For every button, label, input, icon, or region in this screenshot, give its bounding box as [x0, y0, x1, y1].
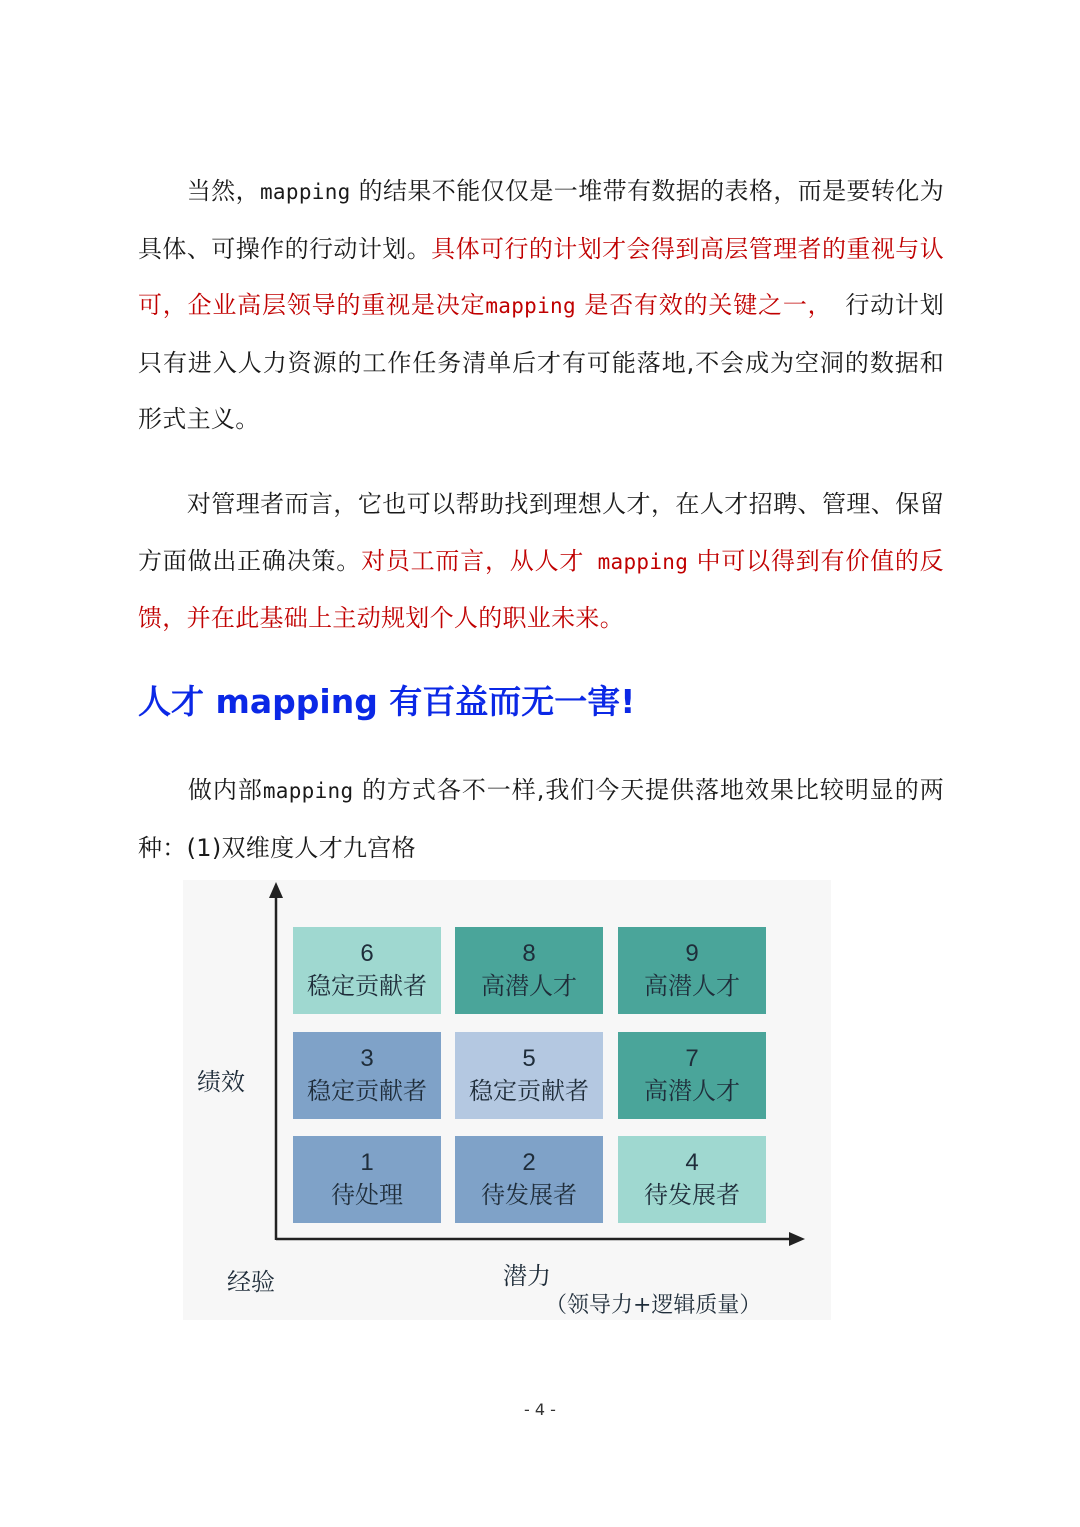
grid-cell-number: 8 — [522, 939, 536, 967]
p3-text-a: 做内部 — [138, 776, 263, 804]
paragraph-mapping-results — [138, 163, 944, 448]
grid-cell-6 — [293, 927, 441, 1014]
p2-red-text-2: 中可以得到有价值的反馈，并在此基础上主动规划个人的职业未来。 — [138, 546, 944, 632]
nine-grid-figure — [183, 880, 831, 1320]
corner-label: 经验 — [227, 1268, 275, 1296]
p1-mapping-term: mapping — [259, 180, 351, 204]
x-axis-sublabel: （领导力+逻辑质量） — [545, 1293, 762, 1318]
grid-cell-number: 2 — [522, 1148, 536, 1176]
p1-red-text-1: 具体可行的计划才会得到高层管理者的重视与认可，企业高层领导的重视是决定 — [138, 234, 944, 319]
grid-cell-1 — [293, 1136, 441, 1223]
x-axis-label: 潜力 — [503, 1262, 551, 1290]
grid-cell-label: 稳定贡献者 — [469, 1076, 589, 1105]
grid-cell-label: 高潜人才 — [644, 971, 740, 1000]
p1-text-d: 行动计划只有进入人力资源的工作任务清单后才有可能落地,不会成为空洞的数据和形式主义。 — [138, 291, 945, 433]
p1-text-a: 当然， — [138, 177, 260, 205]
grid-cell-number: 6 — [360, 939, 374, 967]
p3-text-c: 的方式各不一样,我们今天提供落地效果比较明显的两种：(1)双维度人才九宫格 — [138, 776, 945, 862]
grid-cell-number: 7 — [685, 1044, 699, 1072]
y-axis-arrowhead — [269, 882, 283, 898]
p1-text-c: 的结果不能仅仅是一堆带有数据的表格，而是要转化为具体、可操作的行动计划。 — [138, 177, 944, 263]
p1-red-mapping-term: mapping — [485, 294, 576, 318]
page-number: - 4 - — [524, 1400, 556, 1419]
grid-cell-label: 待发展者 — [481, 1180, 577, 1209]
grid-cell-label: 稳定贡献者 — [307, 1076, 427, 1105]
grid-cell-2 — [455, 1136, 603, 1223]
p1-red-text-2: 是否有效的关键之一， — [575, 291, 821, 319]
grid-cell-7 — [618, 1032, 766, 1119]
grid-cell-label: 待发展者 — [644, 1180, 740, 1209]
p3-mapping-term: mapping — [262, 779, 354, 803]
grid-cell-number: 4 — [685, 1148, 699, 1176]
grid-cell-9 — [618, 927, 766, 1014]
section-heading: 人才 mapping 有百益而无一害! — [138, 682, 636, 721]
grid-cell-number: 5 — [522, 1044, 536, 1072]
grid-cell-number: 1 — [360, 1148, 374, 1176]
grid-cell-label: 高潜人才 — [644, 1076, 740, 1105]
paragraph-methods — [138, 762, 944, 876]
y-axis-label: 绩效 — [197, 1068, 245, 1096]
p2-red-text-1: 对员工而言，从人才 — [361, 546, 585, 575]
x-axis-arrowhead — [789, 1232, 805, 1246]
grid-cell-4 — [618, 1136, 766, 1223]
grid-cell-label: 稳定贡献者 — [307, 971, 427, 1000]
p2-text-a: 对管理者而言，它也可以帮助找到理想人才，在人才招聘、管理、保留方面做出正确决策。 — [138, 490, 944, 575]
grid-cell-label: 待处理 — [331, 1180, 403, 1209]
grid-cell-label: 高潜人才 — [481, 971, 577, 1000]
grid-cell-8 — [455, 927, 603, 1014]
grid-cell-number: 9 — [685, 939, 699, 967]
grid-cell-5 — [455, 1032, 603, 1119]
p2-red-mapping-term: mapping — [584, 549, 689, 574]
paragraph-managers-employees — [138, 476, 944, 647]
grid-cell-3 — [293, 1032, 441, 1119]
grid-cell-number: 3 — [360, 1044, 374, 1072]
